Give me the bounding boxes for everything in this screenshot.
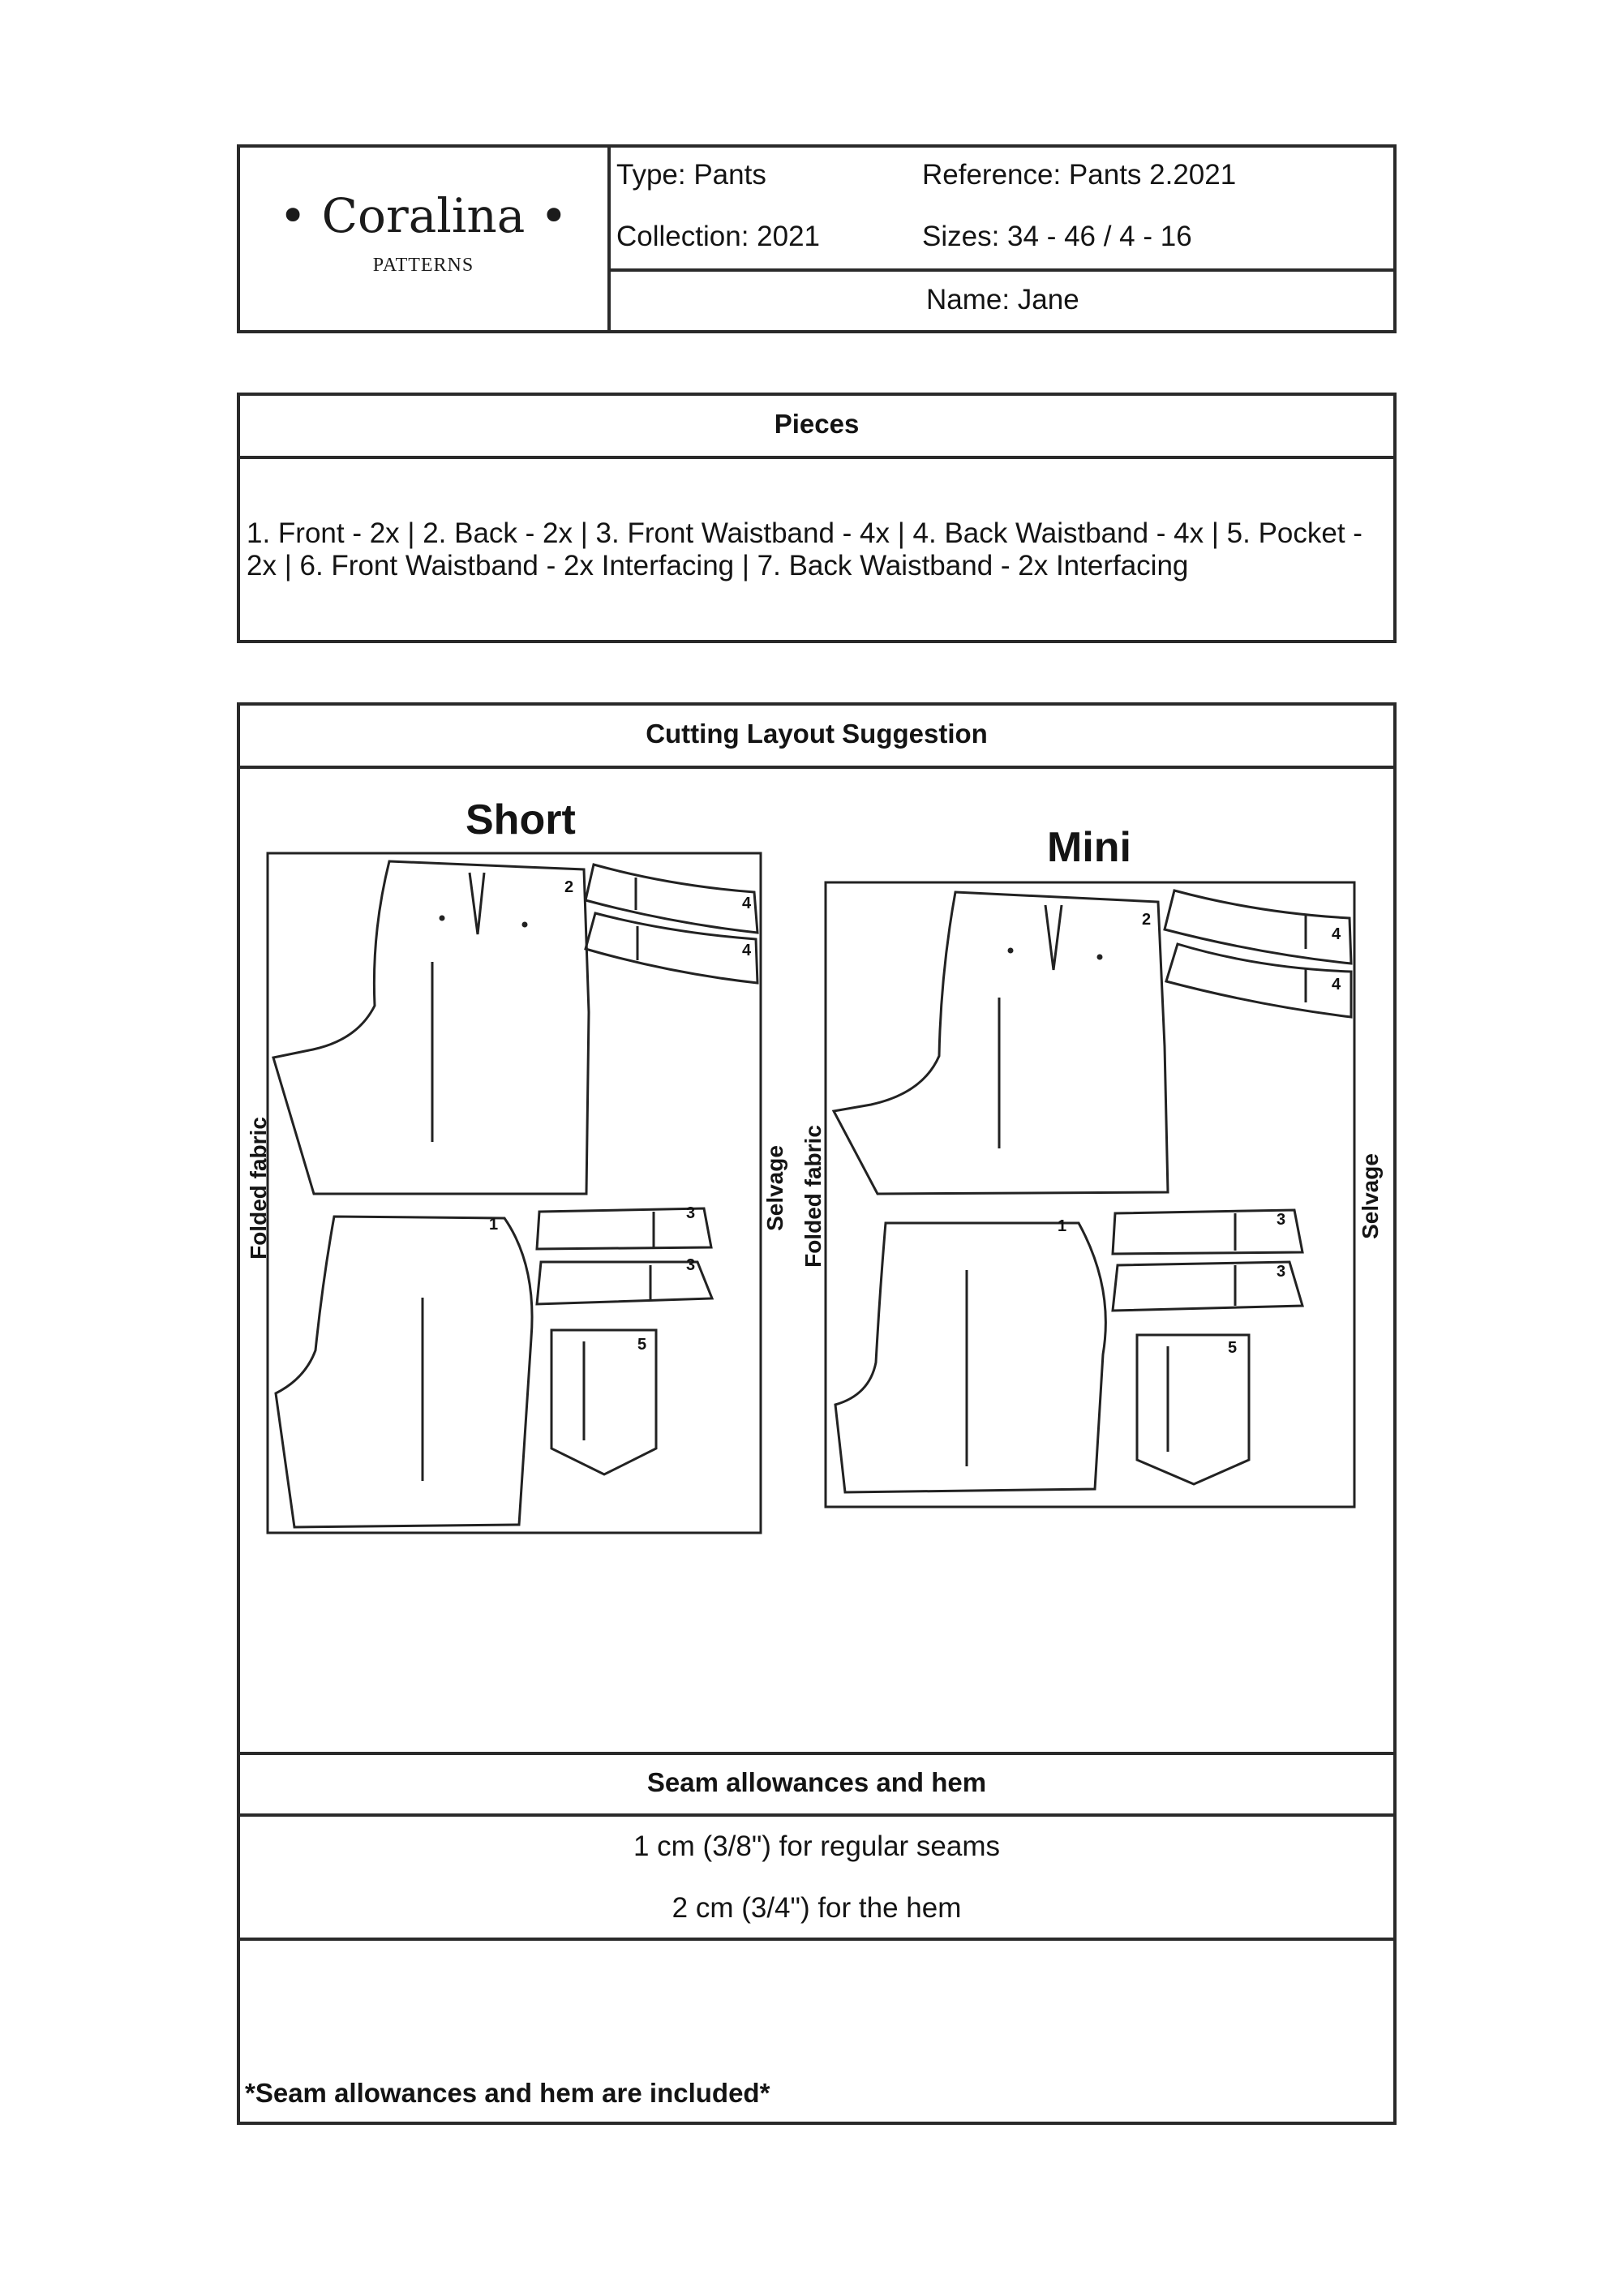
mini-back-waistband-1: [1165, 891, 1351, 963]
mini-label-4a: 4: [1332, 925, 1341, 943]
mini-label-3a: 3: [1277, 1211, 1286, 1229]
mini-selvage-label: Selvage: [1358, 1153, 1383, 1239]
mini-label-3b: 3: [1277, 1263, 1286, 1281]
short-label-4b: 4: [742, 942, 752, 959]
seam-regular: 1 cm (3/8") for regular seams: [633, 1830, 1000, 1862]
seam-hem: 2 cm (3/4") for the hem: [672, 1892, 962, 1924]
short-label-2: 2: [564, 878, 574, 896]
cutting-layout-title: Cutting Layout Suggestion: [646, 719, 988, 749]
mini-label-5: 5: [1228, 1339, 1238, 1357]
pattern-reference: Reference: Pants 2.2021: [922, 159, 1237, 191]
mini-pocket: [1137, 1335, 1249, 1484]
short-label-3a: 3: [686, 1204, 696, 1222]
mini-front-piece: [835, 1223, 1105, 1492]
mini-back-waistband-2: [1166, 944, 1351, 1017]
short-label-5: 5: [637, 1336, 647, 1354]
pattern-name: Name: Jane: [926, 284, 1079, 315]
layout-title-short: Short: [466, 796, 576, 843]
mini-label-2: 2: [1142, 911, 1152, 929]
pattern-collection: Collection: 2021: [616, 221, 820, 252]
mini-label-1: 1: [1058, 1217, 1067, 1235]
layout-title-mini: Mini: [1047, 824, 1131, 871]
seam-title: Seam allowances and hem: [646, 1767, 987, 1797]
mini-front-waistband-2: [1113, 1262, 1302, 1311]
short-label-1: 1: [489, 1216, 499, 1234]
mini-back-piece: [834, 892, 1168, 1194]
mini-folded-label: Folded fabric: [800, 1125, 826, 1268]
included-note: *Seam allowances and hem are included*: [245, 2078, 770, 2108]
mini-label-4b: 4: [1332, 976, 1341, 994]
short-label-3b: 3: [686, 1256, 696, 1274]
short-label-4a: 4: [742, 895, 752, 912]
short-folded-label: Folded fabric: [246, 1117, 271, 1260]
brand-subtitle: PATTERNS: [372, 255, 474, 276]
pattern-type: Type: Pants: [616, 159, 766, 191]
short-selvage-label: Selvage: [762, 1145, 787, 1231]
brand-name: • Coralina •: [279, 188, 568, 243]
pattern-sizes: Sizes: 34 - 46 / 4 - 16: [922, 221, 1192, 252]
mini-front-waistband-1: [1113, 1210, 1302, 1254]
pieces-list: 1. Front - 2x | 2. Back - 2x | 3. Front Waistband - 4x | 4. Back Waistband - 4x | 5. Pocket - 2x | 6. Front Waistband - 2x Interfacing | 7. Back Waistband - 2x Interfacing: [247, 517, 1362, 582]
pieces-title: Pieces: [774, 409, 860, 439]
